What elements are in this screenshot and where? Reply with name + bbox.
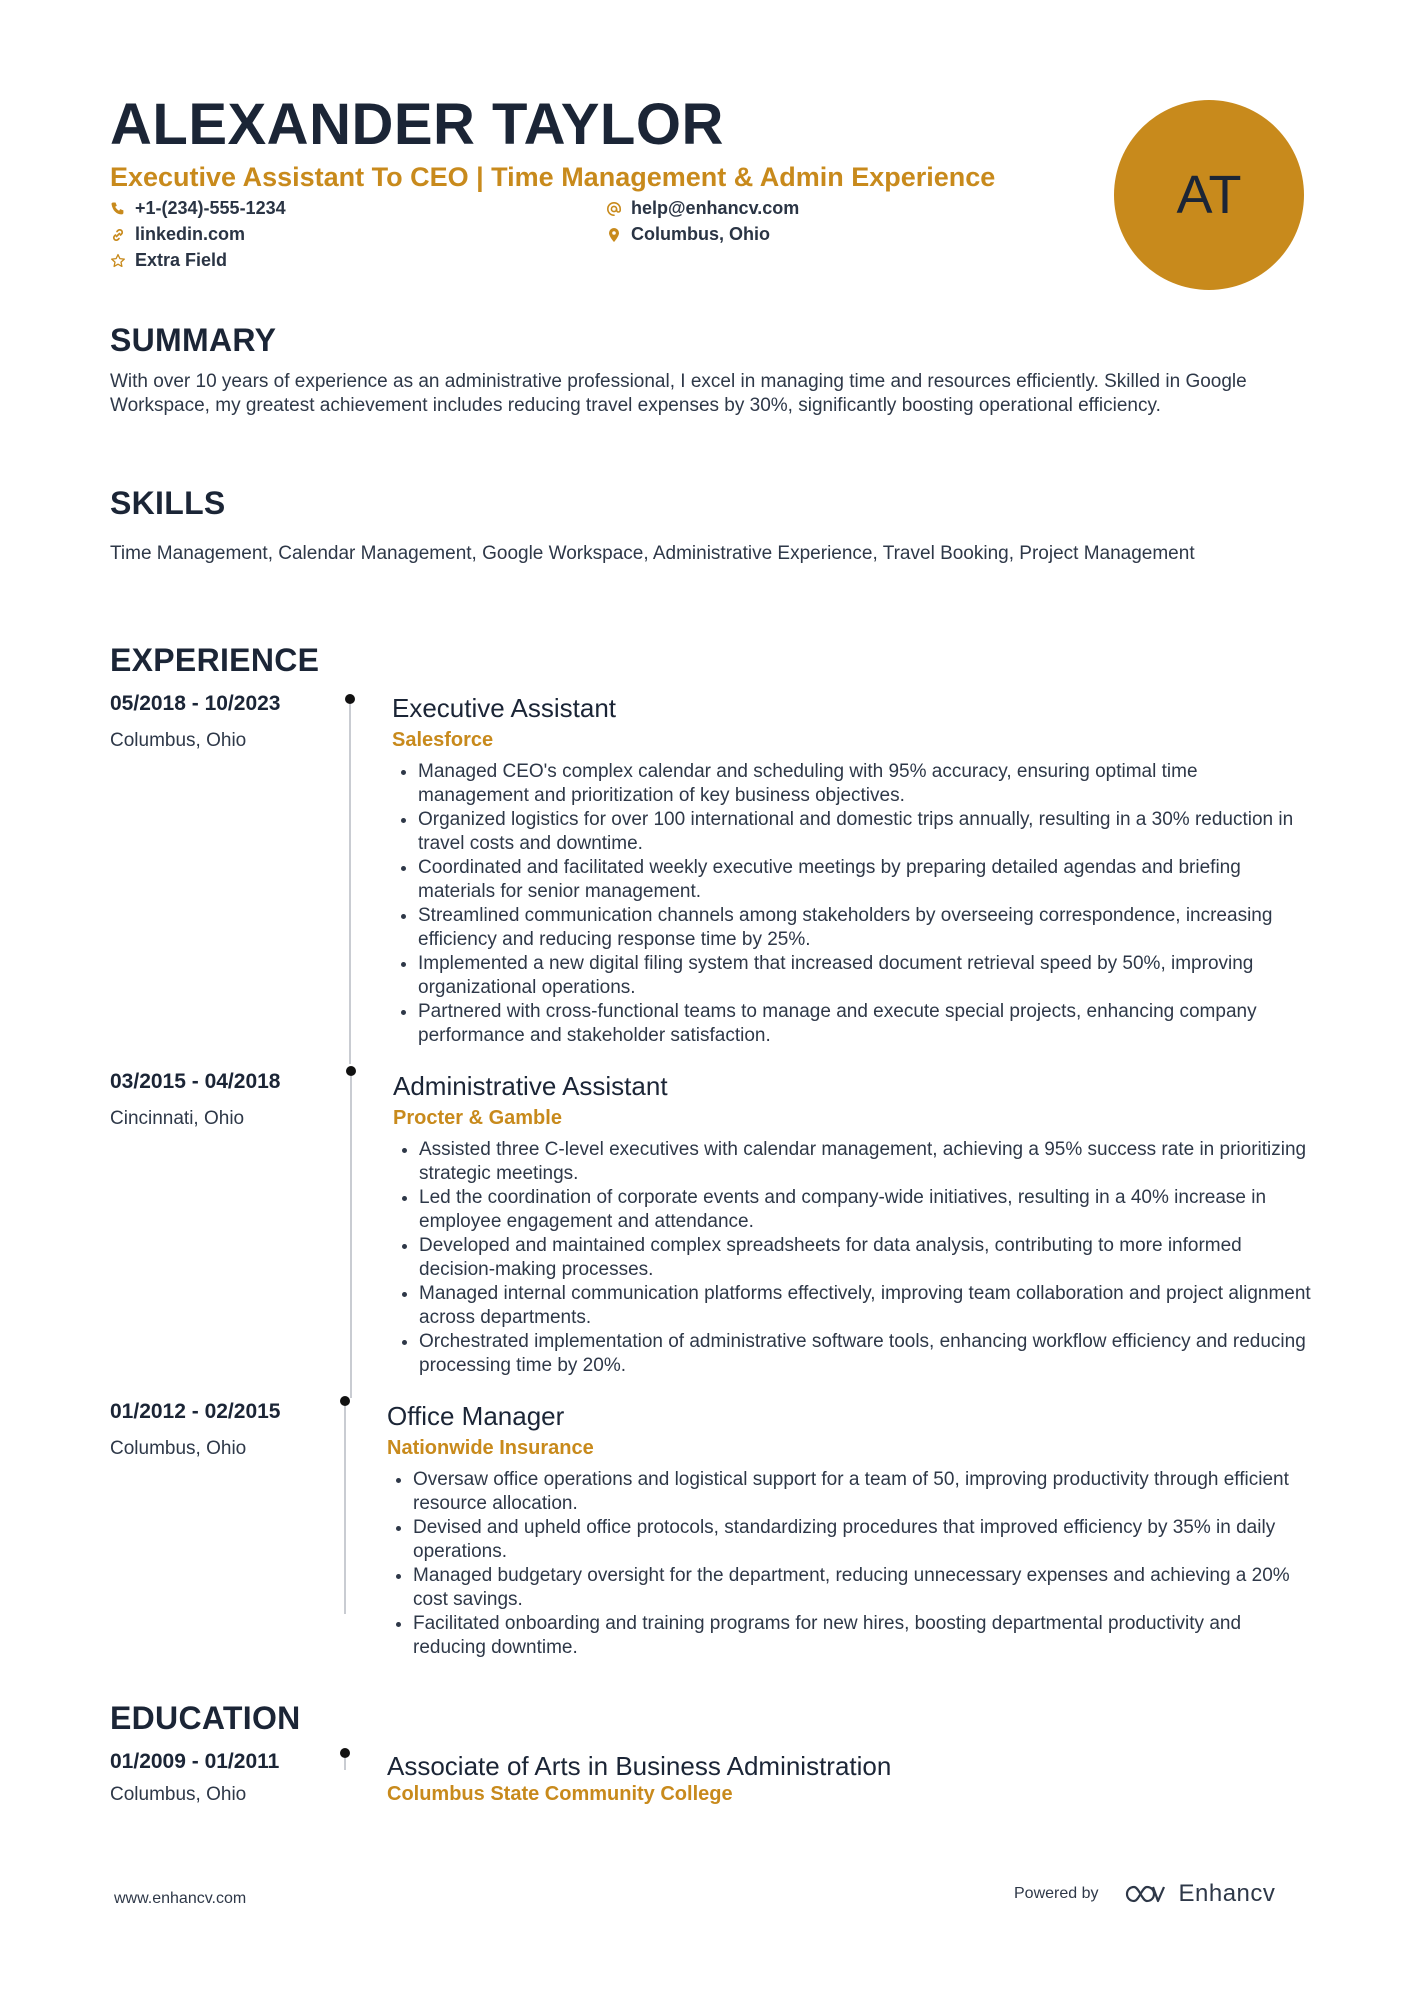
bullet-item: Managed budgetary oversight for the department, reducing unnecessary expenses and achieving a 20% cost savings. xyxy=(387,1564,1307,1612)
experience-location: Columbus, Ohio xyxy=(110,1438,247,1459)
skills-heading: SKILLS xyxy=(110,485,226,521)
education-content xyxy=(387,1750,1307,1806)
bullet-item: Partnered with cross-functional teams to manage and execute special projects, enhancing company performance and stakeholder satisfaction. xyxy=(392,1000,1312,1048)
star-icon xyxy=(110,253,126,269)
contact-location-text: Columbus, Ohio xyxy=(631,224,770,244)
contact-list xyxy=(110,198,870,278)
bullet-item: Streamlined communication channels among stakeholders by overseeing correspondence, increasing efficiency and reducing response time by 25%. xyxy=(392,904,1312,952)
education-degree: Associate of Arts in Business Administration xyxy=(387,1751,892,1781)
at-icon xyxy=(606,201,622,217)
brand-name: Enhancv xyxy=(1178,1880,1276,1907)
bullet-item: Coordinated and facilitated weekly executive meetings by preparing detailed agendas and briefing materials for senior management. xyxy=(392,856,1312,904)
bullet-item: Developed and maintained complex spreadsheets for data analysis, contributing to more informed decision-making processes. xyxy=(393,1234,1313,1282)
experience-company: Procter & Gamble xyxy=(393,1107,562,1129)
experience-content xyxy=(392,692,1312,1048)
experience-bullets xyxy=(387,1468,1307,1660)
phone-icon xyxy=(110,201,126,217)
experience-role: Executive Assistant xyxy=(392,693,616,723)
timeline-line xyxy=(349,704,351,1064)
bullet-item: Organized logistics for over 100 international and domestic trips annually, resulting in a 30% reduction in travel costs and downtime. xyxy=(392,808,1312,856)
experience-bullets xyxy=(392,760,1312,1048)
bullet-item: Assisted three C-level executives with calendar management, achieving a 95% success rate in prioritizing strategic meetings. xyxy=(393,1138,1313,1186)
timeline-dot xyxy=(340,1396,350,1406)
timeline-line xyxy=(350,1076,352,1398)
experience-dates: 01/2012 - 02/2015 xyxy=(110,1400,281,1423)
experience-role: Administrative Assistant xyxy=(393,1071,668,1101)
contact-extra xyxy=(110,250,227,271)
timeline-dot xyxy=(345,694,355,704)
timeline-line xyxy=(344,1406,346,1614)
timeline-dot xyxy=(340,1748,350,1758)
education-school: Columbus State Community College xyxy=(387,1783,733,1805)
bullet-item: Orchestrated implementation of administrative software tools, enhancing workflow efficiency and reducing processing time by 20%. xyxy=(393,1330,1313,1378)
experience-company: Salesforce xyxy=(392,729,494,751)
candidate-headline: Executive Assistant To CEO | Time Management & Admin Experience xyxy=(110,162,996,192)
location-pin-icon xyxy=(606,227,622,243)
experience-role: Office Manager xyxy=(387,1401,565,1431)
contact-phone-text: +1-(234)-555-1234 xyxy=(135,198,286,218)
experience-dates: 05/2018 - 10/2023 xyxy=(110,692,281,715)
summary-text: With over 10 years of experience as an administrative professional, I excel in managing time and resources efficiently. Skilled in Google Workspace, my greatest achievement includes reducing travel expenses by 30%, significantly boosting operational efficiency. xyxy=(110,371,1247,416)
brand-logo[interactable] xyxy=(1123,1880,1276,1908)
contact-email-text: help@enhancv.com xyxy=(631,198,800,218)
education-location: Columbus, Ohio xyxy=(110,1784,247,1805)
education-heading: EDUCATION xyxy=(110,1700,301,1736)
experience-company: Nationwide Insurance xyxy=(387,1437,594,1459)
skills-text: Time Management, Calendar Management, Google Workspace, Administrative Experience, Travel Booking, Project Management xyxy=(110,543,1195,564)
powered-by-text: Powered by xyxy=(1014,1885,1099,1902)
summary-heading: SUMMARY xyxy=(110,322,277,358)
contact-linkedin-text: linkedin.com xyxy=(135,224,246,244)
bullet-item: Facilitated onboarding and training programs for new hires, boosting departmental productivity and reducing downtime. xyxy=(387,1612,1307,1660)
bullet-item: Managed CEO's complex calendar and scheduling with 95% accuracy, ensuring optimal time management and prioritization of key business objectives. xyxy=(392,760,1312,808)
link-icon xyxy=(110,227,126,243)
bullet-item: Implemented a new digital filing system that increased document retrieval speed by 50%, improving organizational operations. xyxy=(392,952,1312,1000)
bullet-item: Devised and upheld office protocols, standardizing procedures that improved efficiency by 35% in daily operations. xyxy=(387,1516,1307,1564)
contact-location xyxy=(606,224,770,245)
contact-phone[interactable] xyxy=(110,198,286,219)
bullet-item: Managed internal communication platforms effectively, improving team collaboration and project alignment across departments. xyxy=(393,1282,1313,1330)
contact-email[interactable] xyxy=(606,198,799,219)
contact-linkedin[interactable] xyxy=(110,224,245,245)
avatar-initials: AT xyxy=(1176,165,1242,225)
bullet-item: Led the coordination of corporate events and company-wide initiatives, resulting in a 40% increase in employee engagement and attendance. xyxy=(393,1186,1313,1234)
education-dates: 01/2009 - 01/2011 xyxy=(110,1750,280,1773)
enhancv-logo-icon xyxy=(1123,1882,1169,1906)
footer-website[interactable]: www.enhancv.com xyxy=(114,1890,247,1907)
experience-bullets xyxy=(393,1138,1313,1378)
timeline-line xyxy=(344,1758,346,1770)
contact-extra-text: Extra Field xyxy=(135,250,228,270)
experience-heading: EXPERIENCE xyxy=(110,642,320,678)
candidate-name: ALEXANDER TAYLOR xyxy=(110,92,724,157)
experience-content xyxy=(393,1070,1313,1378)
footer-branding xyxy=(1014,1880,1275,1908)
experience-content xyxy=(387,1400,1307,1660)
bullet-item: Oversaw office operations and logistical support for a team of 50, improving productivity through efficient resource allocation. xyxy=(387,1468,1307,1516)
experience-location: Columbus, Ohio xyxy=(110,730,247,751)
timeline-dot xyxy=(346,1066,356,1076)
experience-location: Cincinnati, Ohio xyxy=(110,1108,245,1129)
experience-dates: 03/2015 - 04/2018 xyxy=(110,1070,281,1093)
avatar xyxy=(1114,100,1304,290)
